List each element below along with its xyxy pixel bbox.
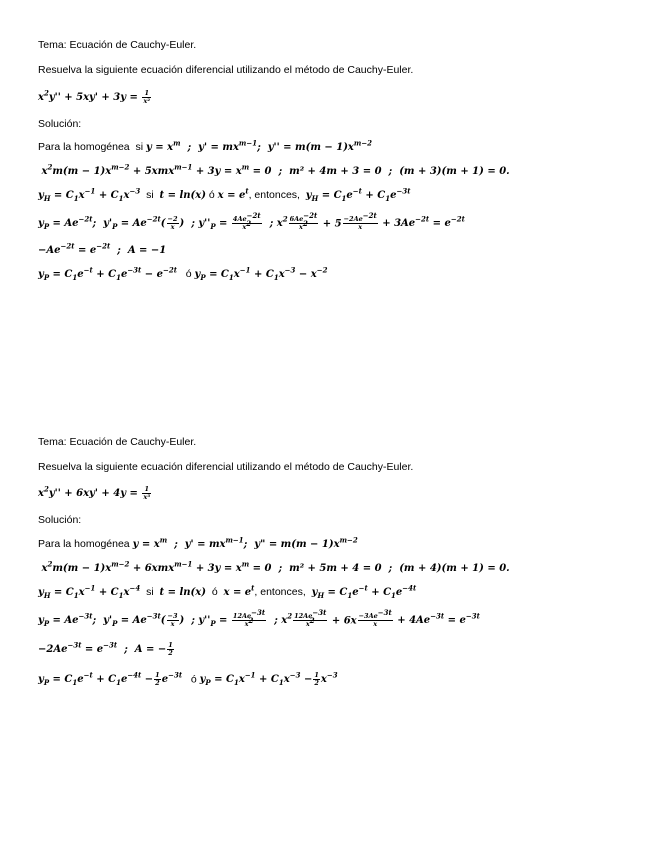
- characteristic-equation: $x^2m(m - 1)x^{m-2} + 5xmx^{m-1} + 3y = x^m = 0$ ; m² + 4m + 3 = 0 ; (m + 3)(m + 1) = 0.: [38, 162, 510, 177]
- particular-solution-derivatives: $y_P = Ae^{-3t}$; $y'_P = Ae^{-3t}$( $\frac{-3}{x}$ ) ; $y''_P$ = $\frac{12Ae^{-3t}}{x^2}$ ; $x^2$ $\frac{12Ae^{-3t}}{x^2}$ + 6x $\frac{-3Ae^{-3t}}{x}$ + $4Ae^{-3t} = e^{-3t}$: [38, 608, 480, 629]
- tema-heading: Tema: Ecuación de Cauchy-Euler.: [38, 39, 197, 51]
- characteristic-equation: $x^2m(m - 1)x^{m-2} + 6xmx^{m-1} + 3y = x^m = 0$ ; m² + 5m + 4 = 0 ; (m + 4)(m + 1) = 0.: [38, 559, 510, 574]
- homogeneous-substitution: Para la homogénea si $y = x^m$ ; $y' = mx^{m-1}$; $y'' = m(m - 1)x^{m-2}$: [38, 138, 373, 153]
- instruction-text: Resuelva la siguiente ecuación diferencial utilizando el método de Cauchy-Euler.: [38, 64, 414, 76]
- general-solution: $y_P = C_1e^{-t} + C_1e^{-3t} - e^{-2t}$ ó $y_P = C_1x^{-1} + C_1x^{-3} - x^{-2}$: [38, 265, 328, 282]
- solution-label: Solución:: [38, 514, 82, 526]
- general-solution: $y_P = C_1e^{-t} + C_1e^{-4t}$ − $\frac{1}{2}$ $e^{-3t}$ ó $y_P = C_1x^{-1} + C_1x^{-3}$ − $\frac{1}{2}$ $x^{-3}$: [38, 670, 338, 688]
- tema-heading: Tema: Ecuación de Cauchy-Euler.: [38, 436, 197, 448]
- coefficient-solution: $-Ae^{-2t} = e^{-2t}$ ; A = −1: [38, 241, 167, 256]
- differential-equation: $x^2y'' + 6xy' + 4y$ = $\frac{1}{\text{x³}}$: [38, 484, 151, 501]
- instruction-text: Resuelva la siguiente ecuación diferencial utilizando el método de Cauchy-Euler.: [38, 461, 414, 473]
- particular-solution-derivatives: $y_P = Ae^{-2t}$; $y'_P = Ae^{-2t}$( $\frac{-2}{x}$ ) ; $y''_P$ = $\frac{4Ae^{-2t}}{x^2}$ ; $x^2$ $\frac{6Ae^{-2t}}{x^2}$ + 5 $\frac{-2Ae^{-2t}}{x}$ + $3Ae^{-2t} = e^{-2t}$: [38, 211, 465, 232]
- differential-equation: $x^2y'' + 5xy' + 3y$ = $\frac{1}{\text{x²}}$: [38, 88, 151, 105]
- coefficient-solution: $-2Ae^{-3t} = e^{-3t}$ ; A = − $\frac{1}{2}$: [38, 640, 173, 657]
- homogeneous-substitution: Para la homogénea $y = x^m$ ; $y' = mx^{m-1}$; y" = $m(m - 1)x^{m-2}$: [38, 535, 358, 550]
- homogeneous-solution: $y_H = C_1x^{-1} + C_1x^{-3}$ si t = ln(x) ó $x = e^t$, entonces, $y_H = C_1e^{-t} + C_1e^{-3t}$: [38, 186, 411, 203]
- homogeneous-solution: $y_H = C_1x^{-1} + C_1x^{-4}$ si t = ln(x) ó $x = e^t$, entonces, $y_H = C_1e^{-t} + C_1e^{-4t}$: [38, 583, 417, 600]
- solution-label: Solución:: [38, 118, 82, 130]
